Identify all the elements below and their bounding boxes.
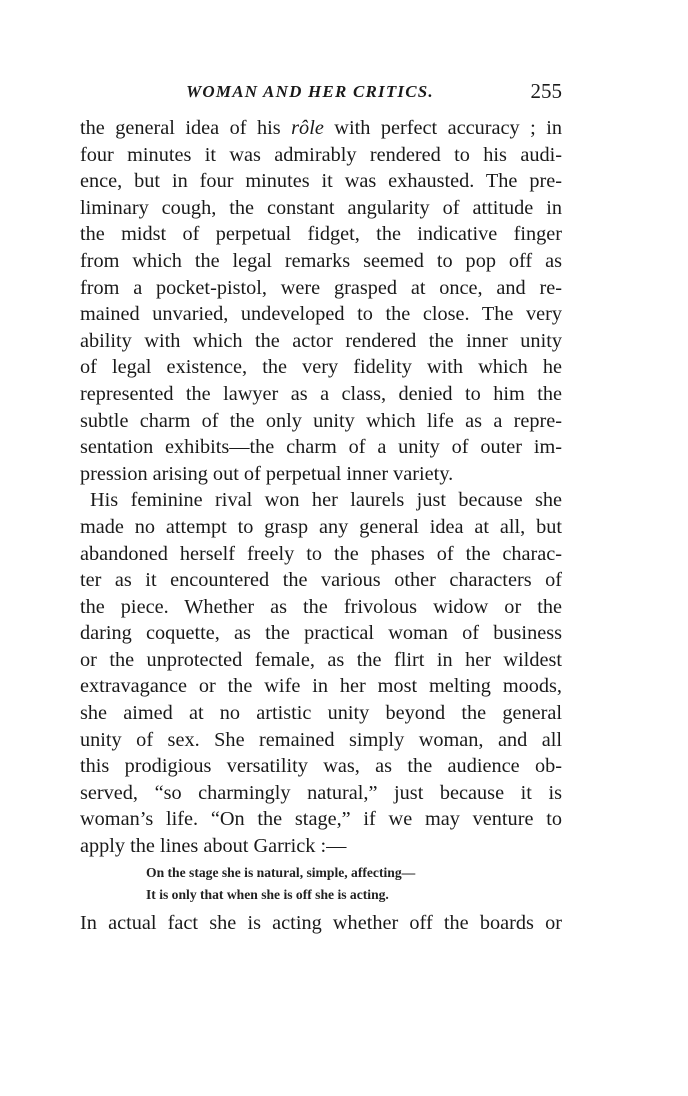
text-line: woman’s life. “On the stage,” if we may venture to	[80, 808, 562, 831]
text-line: from a pocket-pistol, were grasped at once, and re-	[80, 276, 562, 299]
text-line: from which the legal remarks seemed to pop off as	[80, 249, 562, 272]
page-number: 255	[530, 79, 562, 103]
verse-line: On the stage she is natural, simple, affecting—	[146, 864, 416, 880]
verse-line: It is only that when she is off she is acting.	[146, 886, 389, 902]
text-line: ence, but in four minutes it was exhausted. The pre-	[80, 170, 562, 193]
text-segment: the general idea of his	[80, 117, 292, 139]
text-line: made no attempt to grasp any general idea at all, but	[80, 515, 562, 538]
text-line: In actual fact she is acting whether off the boards or	[80, 911, 562, 934]
text-line: served, “so charmingly natural,” just because it is	[80, 781, 562, 804]
text-line: of legal existence, the very fidelity with which he	[80, 356, 562, 379]
text-line: represented the lawyer as a class, denied to him the	[80, 382, 562, 405]
text-line: abandoned herself freely to the phases of the charac-	[80, 542, 562, 565]
text-line: apply the lines about Garrick :—	[80, 835, 347, 858]
text-line: this prodigious versatility was, as the audience ob-	[80, 755, 562, 778]
text-line: ability with which the actor rendered the inner unity	[80, 329, 562, 352]
text-line: sentation exhibits—the charm of a unity of outer im-	[80, 436, 562, 459]
text-line: she aimed at no artistic unity beyond the general	[80, 702, 562, 725]
text-line: subtle charm of the only unity which life as a repre-	[80, 409, 562, 432]
running-header	[80, 78, 562, 106]
text-line: liminary cough, the constant angularity of attitude in	[80, 196, 562, 219]
text-line: the piece. Whether as the frivolous widow or the	[80, 595, 562, 618]
running-title: WOMAN AND HER CRITICS.	[186, 82, 434, 101]
text-segment: with perfect accuracy ; in	[323, 117, 562, 139]
text-line: four minutes it was admirably rendered to his audi-	[80, 143, 562, 166]
text-line: unity of sex. She remained simply woman, and all	[80, 728, 562, 751]
text-line: His feminine rival won her laurels just because she	[90, 489, 562, 512]
italic-word: rôle	[291, 117, 324, 139]
text-line: pression arising out of perpetual inner variety.	[80, 462, 454, 485]
text-line: daring coquette, as the practical woman of business	[80, 622, 562, 645]
text-line: or the unprotected female, as the flirt in her wildest	[80, 648, 562, 671]
text-line	[80, 115, 562, 142]
text-line: mained unvaried, undeveloped to the close. The very	[80, 303, 562, 326]
text-line: ter as it encountered the various other characters of	[80, 569, 562, 592]
text-line: the midst of perpetual fidget, the indicative finger	[80, 223, 562, 246]
text-line: extravagance or the wife in her most melting moods,	[80, 675, 562, 698]
verse-quote	[80, 862, 562, 906]
page-body	[80, 115, 562, 937]
